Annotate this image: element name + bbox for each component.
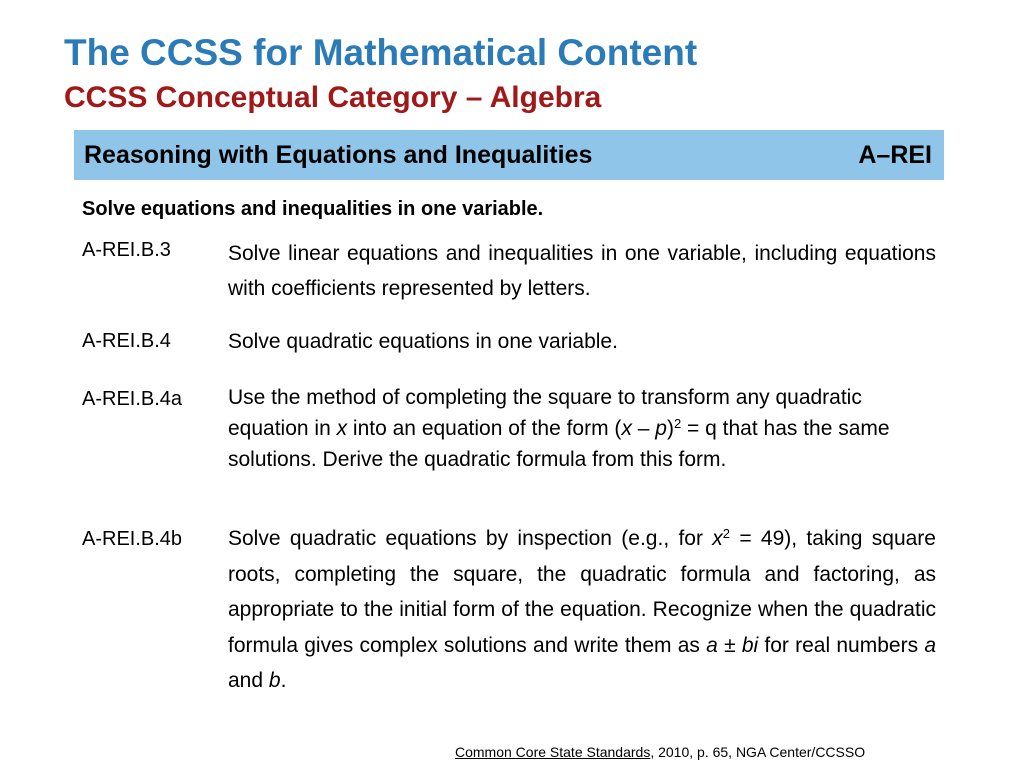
standard-text: Use the method of completing the square to transform any quadratic equation in x into an equation of the form (x – p)$^2$ = q that has the same solutions. Derive the quadratic formula from this form.	[228, 386, 890, 471]
slide-title: The CCSS for Mathematical Content	[64, 32, 698, 73]
domain-code: A–REI	[858, 140, 932, 169]
slide-subtitle: CCSS Conceptual Category – Algebra	[64, 81, 602, 114]
standard-code: A-REI.B.3	[82, 239, 171, 261]
standard-text: Solve quadratic equations in one variable.	[228, 330, 618, 353]
source-link[interactable]: Common Core State Standards	[455, 744, 651, 760]
standard-code: A-REI.B.4b	[82, 528, 183, 550]
standard-text: Solve quadratic equations by inspection (e.g., for $x^2 = 49$), taking square roots, completing the square, the quadratic formula and factoring, as appropriate to the initial form of the equation. Recognize when the quadratic formula gives complex solutions and write them as a ± bi for real numbers a and b.	[228, 526, 936, 692]
standard-code: A-REI.B.4	[82, 330, 171, 352]
domain-header-band	[74, 130, 944, 180]
source-footer	[455, 742, 865, 762]
domain-name: Reasoning with Equations and Inequalities	[84, 140, 593, 169]
standard-code: A-REI.B.4a	[82, 388, 183, 410]
cluster-heading: Solve equations and inequalities in one variable.	[82, 198, 544, 220]
standard-text: Solve linear equations and inequalities in one variable, including equations with coefficients represented by letters.	[228, 242, 936, 300]
source-citation: , 2010, p. 65, NGA Center/CCSSO	[650, 744, 866, 760]
